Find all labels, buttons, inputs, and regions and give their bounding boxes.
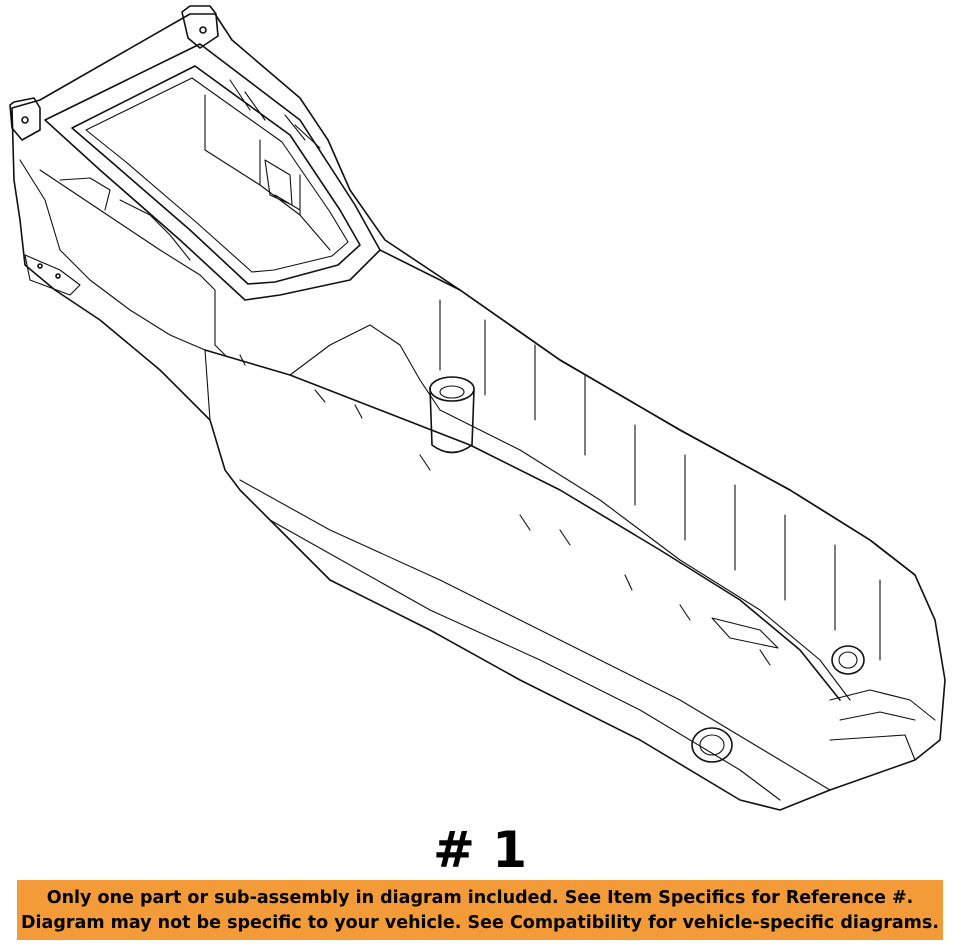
left-side-brace <box>40 170 215 345</box>
center-post-cap <box>440 386 464 398</box>
body-crease <box>240 480 830 790</box>
tab-hole-1 <box>38 264 42 268</box>
rear-boss-inner <box>839 652 857 668</box>
mount-hole-top <box>200 27 206 33</box>
shifter-frame-outer <box>45 44 380 300</box>
disclaimer-line-1: Only one part or sub-assembly in diagram included. See Item Specifics for Reference #. <box>46 888 914 908</box>
mount-hole-left <box>22 117 28 123</box>
rear-port-inner <box>700 735 724 755</box>
disclaimer-line-2: Diagram may not be specific to your vehicle. See Compatibility for vehicle-specific diagrams. <box>21 913 939 933</box>
shifter-frame-lip <box>86 78 348 272</box>
center-post-top <box>430 377 474 401</box>
rim-clips <box>215 345 770 665</box>
lower-body-line <box>270 520 780 800</box>
part-number-label: # 1 <box>432 821 528 879</box>
tray-rim-left <box>205 350 840 700</box>
inner-ribs <box>440 300 880 660</box>
disclaimer-banner <box>17 880 943 940</box>
tray-rim-right <box>380 250 915 575</box>
top-mount-ear <box>182 6 218 48</box>
rear-boss <box>832 646 864 674</box>
console-outline <box>12 14 945 810</box>
rear-end-cap <box>830 690 935 760</box>
tab-hole-2 <box>56 274 60 278</box>
shifter-frame-inner <box>72 66 360 284</box>
left-side-panel <box>20 160 210 420</box>
tray-inner-edge <box>290 325 850 700</box>
